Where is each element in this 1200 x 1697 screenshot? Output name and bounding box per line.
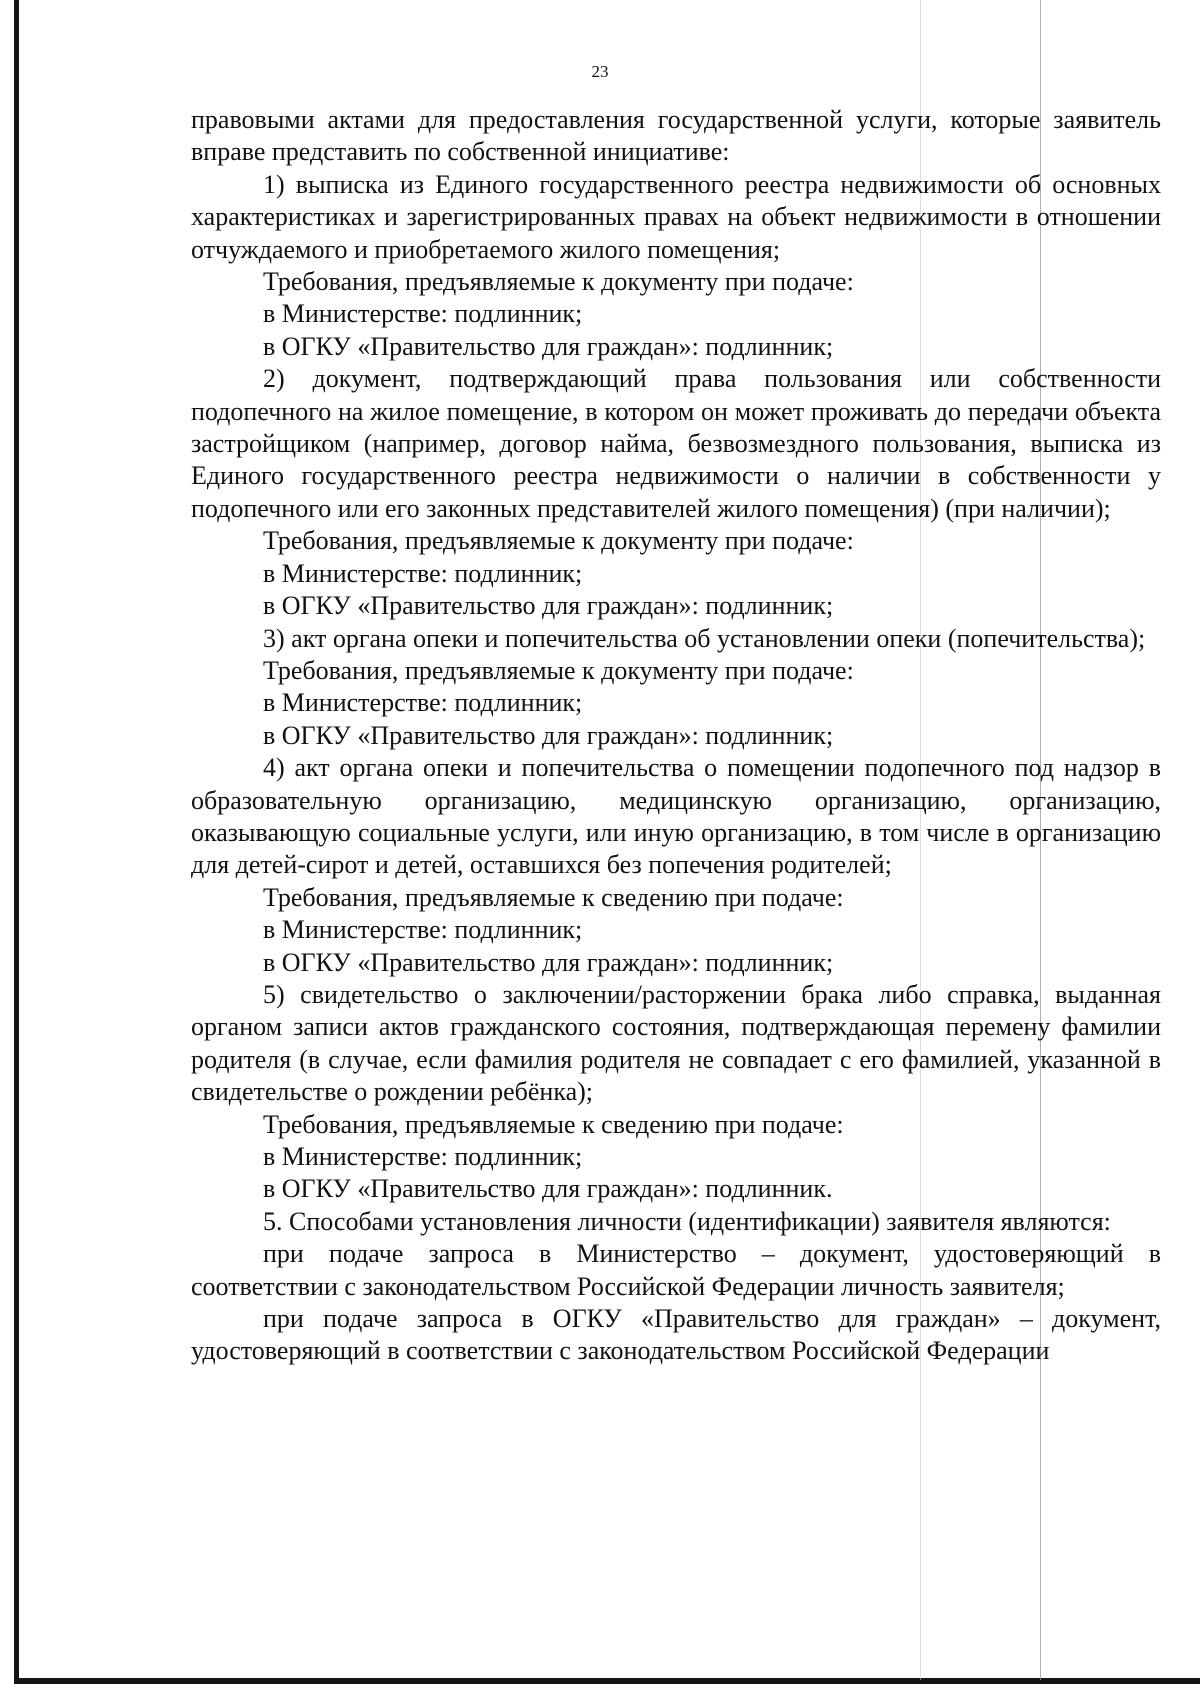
paragraph: в Министерстве: подлинник; bbox=[263, 688, 583, 718]
paragraph: в ОГКУ «Правительство для граждан»: подлинник. bbox=[263, 1174, 833, 1204]
paragraph: правовыми актами для предоставления государственной услуги, которые заявитель вправе представить по собственной инициативе: bbox=[191, 105, 1161, 167]
paragraph: в Министерстве: подлинник; bbox=[263, 915, 583, 945]
paragraph: в Министерстве: подлинник; bbox=[263, 558, 583, 588]
document-body bbox=[191, 104, 1161, 1368]
paragraph: Требования, предъявляемые к документу при подаче: bbox=[263, 267, 854, 297]
paragraph: Требования, предъявляемые к сведению при подаче: bbox=[263, 1109, 844, 1139]
paragraph: Требования, предъявляемые к документу при подаче: bbox=[263, 526, 854, 556]
paragraph: Требования, предъявляемые к документу при подаче: bbox=[263, 655, 854, 685]
paragraph: 2) документ, подтверждающий права пользования или собственности подопечного на жилое помещение, в котором он может проживать до передачи объекта застройщиком (например, договор найма, безвозмездного пользования, выписка из Единого государственного реестра недвижимости о наличии в собственности у подопечного или его законных представителей жилого помещения) (при наличии); bbox=[191, 364, 1161, 523]
paragraph: Требования, предъявляемые к сведению при подаче: bbox=[263, 882, 844, 912]
paragraph: 5) свидетельство о заключении/расторжении брака либо справка, выданная органом записи актов гражданского состояния, подтверждающая перемену фамилии родителя (в случае, если фамилия родителя не совпадает с его фамилией, указанной в свидетельстве о рождении ребёнка); bbox=[191, 979, 1161, 1107]
scan-edge-bottom bbox=[14, 1678, 1200, 1684]
paragraph: при подаче запроса в ОГКУ «Правительство для граждан» – документ, удостоверяющий в соответствии с законодательством Российской Федерации bbox=[191, 1304, 1161, 1366]
paragraph: в ОГКУ «Правительство для граждан»: подлинник; bbox=[263, 591, 834, 621]
paragraph: в Министерстве: подлинник; bbox=[263, 299, 583, 329]
paragraph: 4) акт органа опеки и попечительства о помещении подопечного под надзор в образовательную организацию, медицинскую организацию, организацию, оказывающую социальные услуги, или иную организацию, в том числе в организацию для детей-сирот и детей, оставшихся без попечения родителей; bbox=[191, 753, 1161, 880]
paragraph: 1) выписка из Единого государственного реестра недвижимости об основных характеристиках и зарегистрированных правах на объект недвижимости в отношении отчуждаемого и приобретаемого жилого помещения; bbox=[191, 169, 1161, 264]
paragraph: в ОГКУ «Правительство для граждан»: подлинник; bbox=[263, 720, 834, 750]
paragraph: 5. Способами установления личности (идентификации) заявителя являются: bbox=[263, 1206, 1111, 1236]
paragraph: 3) акт органа опеки и попечительства об установлении опеки (попечительства); bbox=[263, 623, 1146, 653]
paragraph: в ОГКУ «Правительство для граждан»: подлинник; bbox=[263, 331, 834, 361]
page-number: 23 bbox=[591, 62, 609, 81]
paragraph: при подаче запроса в Министерство – документ, удостоверяющий в соответствии с законодательством Российской Федерации личность заявителя; bbox=[191, 1239, 1161, 1301]
scan-edge-left bbox=[14, 0, 19, 1683]
paragraph: в Министерстве: подлинник; bbox=[263, 1142, 583, 1171]
paragraph: в ОГКУ «Правительство для граждан»: подлинник; bbox=[263, 947, 834, 977]
